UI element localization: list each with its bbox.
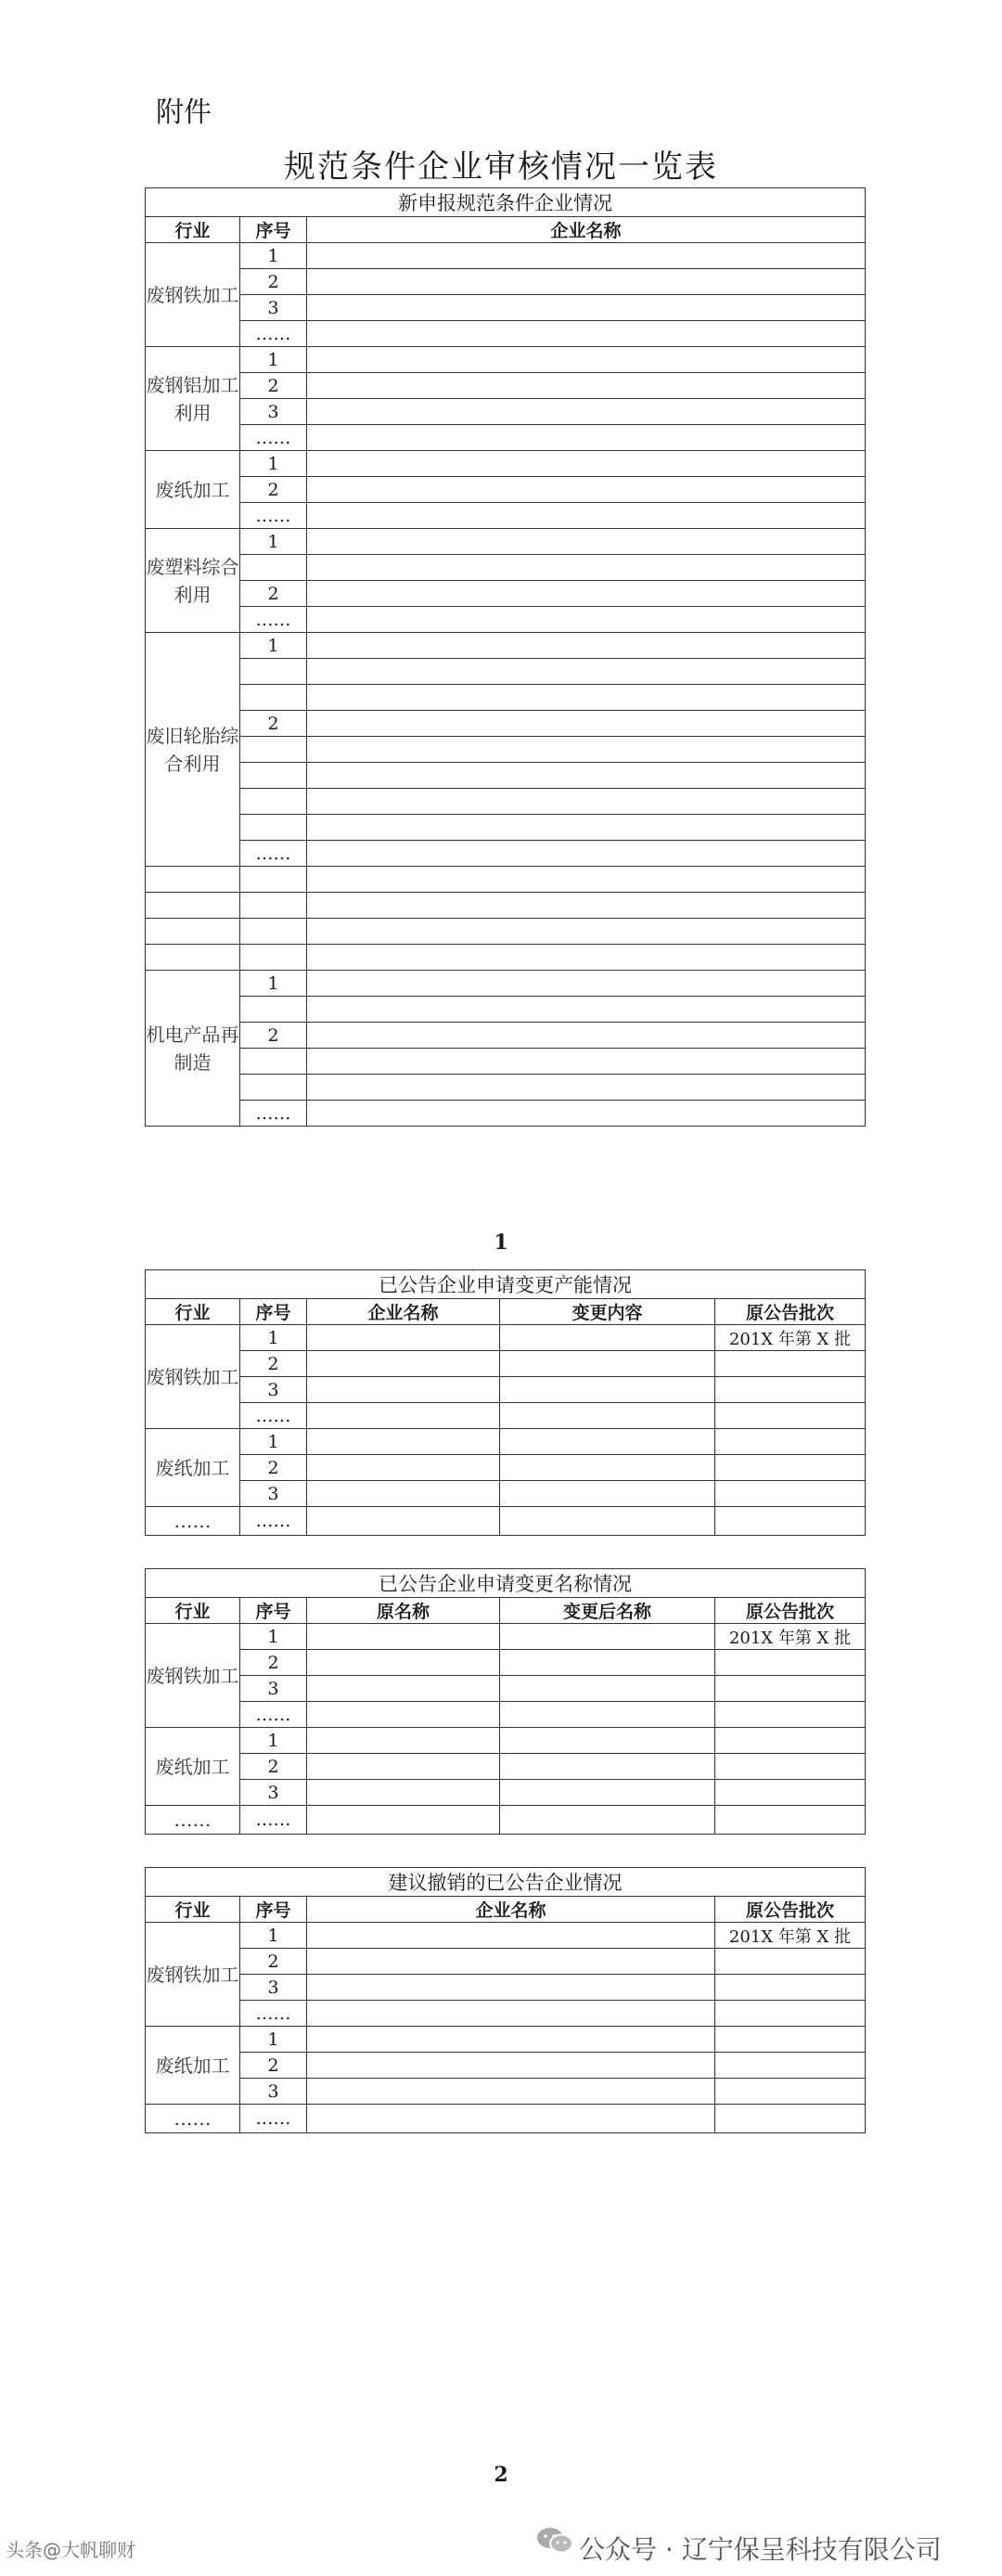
data-cell bbox=[307, 269, 866, 295]
data-cell bbox=[307, 529, 866, 555]
table-row bbox=[146, 1455, 866, 1481]
table-row bbox=[146, 373, 866, 399]
table-row bbox=[146, 841, 866, 867]
data-cell bbox=[307, 1351, 500, 1377]
industry-cell: 废纸加工 bbox=[146, 2027, 240, 2105]
seq-cell: …… bbox=[240, 503, 307, 529]
table-row bbox=[146, 1377, 866, 1403]
table-row bbox=[146, 607, 866, 633]
data-cell bbox=[307, 581, 866, 607]
table-row bbox=[146, 1023, 866, 1049]
industry-cell: 废钢铝加工利用 bbox=[146, 347, 240, 451]
data-cell bbox=[307, 1507, 500, 1536]
data-cell bbox=[307, 867, 866, 893]
data-cell bbox=[715, 1780, 866, 1806]
data-cell bbox=[307, 841, 866, 867]
data-cell bbox=[307, 1780, 500, 1806]
data-cell bbox=[715, 2027, 866, 2053]
industry-cell bbox=[146, 919, 240, 945]
wechat-icon bbox=[534, 2526, 575, 2556]
seq-cell: 3 bbox=[240, 1676, 307, 1702]
data-cell bbox=[715, 1728, 866, 1754]
industry-cell: 废纸加工 bbox=[146, 1728, 240, 1806]
table-row bbox=[146, 893, 866, 919]
data-cell bbox=[500, 1702, 715, 1728]
data-cell bbox=[500, 1754, 715, 1780]
table-row bbox=[146, 1101, 866, 1127]
table-row bbox=[146, 633, 866, 659]
column-header: 企业名称 bbox=[307, 217, 866, 243]
seq-cell: 3 bbox=[240, 1975, 307, 2001]
watermark-left: 头条@大帆聊财 bbox=[6, 2539, 135, 2561]
data-cell bbox=[307, 2053, 715, 2079]
data-cell bbox=[307, 1481, 500, 1507]
data-cell bbox=[307, 633, 866, 659]
data-cell bbox=[715, 1650, 866, 1676]
seq-cell: …… bbox=[240, 321, 307, 347]
industry-cell: 废塑料综合利用 bbox=[146, 529, 240, 633]
seq-cell: 3 bbox=[240, 399, 307, 425]
seq-cell: …… bbox=[240, 2105, 307, 2133]
data-cell bbox=[500, 1806, 715, 1835]
data-cell bbox=[307, 1455, 500, 1481]
industry-cell: 废钢铁加工 bbox=[146, 243, 240, 347]
table-row bbox=[146, 399, 866, 425]
data-cell bbox=[307, 1075, 866, 1101]
seq-cell: …… bbox=[240, 1101, 307, 1127]
data-cell bbox=[307, 1377, 500, 1403]
table-row bbox=[146, 1403, 866, 1429]
table-row bbox=[146, 685, 866, 711]
data-cell bbox=[307, 815, 866, 841]
column-header: 原名称 bbox=[307, 1598, 500, 1624]
revocation-table bbox=[145, 1867, 866, 2133]
seq-cell: 3 bbox=[240, 1481, 307, 1507]
industry-cell: …… bbox=[146, 1507, 240, 1536]
column-header: 序号 bbox=[240, 1299, 307, 1325]
data-cell bbox=[500, 1728, 715, 1754]
table-row bbox=[146, 555, 866, 581]
seq-cell: 1 bbox=[240, 2027, 307, 2053]
industry-cell: 废纸加工 bbox=[146, 1429, 240, 1507]
seq-cell: 1 bbox=[240, 1923, 307, 1949]
data-cell bbox=[500, 1624, 715, 1650]
data-cell bbox=[715, 1429, 866, 1455]
seq-cell bbox=[240, 1049, 307, 1075]
data-cell bbox=[307, 1949, 715, 1975]
column-header: 序号 bbox=[240, 1897, 307, 1923]
table-caption: 已公告企业申请变更产能情况 bbox=[146, 1270, 866, 1299]
table-row bbox=[146, 451, 866, 477]
seq-cell bbox=[240, 945, 307, 971]
attachment-label: 附件 bbox=[156, 97, 212, 129]
data-cell bbox=[307, 425, 866, 451]
table-row bbox=[146, 2027, 866, 2053]
data-cell bbox=[307, 971, 866, 997]
data-cell bbox=[715, 1455, 866, 1481]
table-row bbox=[146, 529, 866, 555]
table-row bbox=[146, 269, 866, 295]
data-cell bbox=[307, 373, 866, 399]
data-cell bbox=[307, 1101, 866, 1127]
data-cell bbox=[500, 1351, 715, 1377]
table-row bbox=[146, 1481, 866, 1507]
page-number-1: 1 bbox=[494, 1230, 508, 1255]
seq-cell bbox=[240, 893, 307, 919]
industry-cell bbox=[146, 893, 240, 919]
table-row bbox=[146, 295, 866, 321]
seq-cell: 1 bbox=[240, 243, 307, 269]
data-cell bbox=[307, 1650, 500, 1676]
data-cell bbox=[715, 2079, 866, 2105]
data-cell bbox=[307, 1676, 500, 1702]
table-row bbox=[146, 737, 866, 763]
data-cell bbox=[307, 2027, 715, 2053]
batch-cell: 201X 年第 X 批 bbox=[715, 1923, 866, 1949]
seq-cell: …… bbox=[240, 1806, 307, 1835]
data-cell bbox=[715, 2001, 866, 2027]
table-row bbox=[146, 1075, 866, 1101]
data-cell bbox=[307, 1728, 500, 1754]
data-cell bbox=[500, 1481, 715, 1507]
data-cell bbox=[307, 893, 866, 919]
seq-cell: 1 bbox=[240, 451, 307, 477]
data-cell bbox=[307, 2079, 715, 2105]
data-cell bbox=[715, 1702, 866, 1728]
table-row bbox=[146, 815, 866, 841]
table-caption: 建议撤销的已公告企业情况 bbox=[146, 1868, 866, 1897]
seq-cell bbox=[240, 1075, 307, 1101]
table-row bbox=[146, 1728, 866, 1754]
column-header: 行业 bbox=[146, 217, 240, 243]
data-cell bbox=[500, 1650, 715, 1676]
data-cell bbox=[715, 1975, 866, 2001]
industry-cell: 废钢铁加工 bbox=[146, 1923, 240, 2027]
table-row bbox=[146, 1351, 866, 1377]
seq-cell: …… bbox=[240, 2001, 307, 2027]
seq-cell bbox=[240, 555, 307, 581]
data-cell bbox=[715, 1481, 866, 1507]
data-cell bbox=[307, 321, 866, 347]
table-row bbox=[146, 2053, 866, 2079]
table-row bbox=[146, 1754, 866, 1780]
seq-cell: 3 bbox=[240, 2079, 307, 2105]
data-cell bbox=[715, 1507, 866, 1536]
data-cell bbox=[307, 1806, 500, 1835]
table-row bbox=[146, 867, 866, 893]
table-row bbox=[146, 1676, 866, 1702]
table-row bbox=[146, 945, 866, 971]
table-row bbox=[146, 1949, 866, 1975]
industry-cell bbox=[146, 945, 240, 971]
data-cell bbox=[307, 737, 866, 763]
seq-cell: 1 bbox=[240, 1325, 307, 1351]
seq-cell: 2 bbox=[240, 1351, 307, 1377]
industry-cell: 废纸加工 bbox=[146, 451, 240, 529]
seq-cell: 3 bbox=[240, 1780, 307, 1806]
table-row bbox=[146, 971, 866, 997]
data-cell bbox=[307, 1754, 500, 1780]
data-cell bbox=[307, 945, 866, 971]
data-cell bbox=[307, 763, 866, 789]
seq-cell: …… bbox=[240, 841, 307, 867]
data-cell bbox=[500, 1507, 715, 1536]
data-cell bbox=[307, 711, 866, 737]
data-cell bbox=[500, 1429, 715, 1455]
data-cell bbox=[307, 2105, 715, 2133]
seq-cell: 2 bbox=[240, 477, 307, 503]
data-cell bbox=[307, 477, 866, 503]
data-cell bbox=[307, 1702, 500, 1728]
data-cell bbox=[307, 1429, 500, 1455]
seq-cell bbox=[240, 737, 307, 763]
data-cell bbox=[307, 1923, 715, 1949]
data-cell bbox=[715, 1377, 866, 1403]
column-header: 原公告批次 bbox=[715, 1897, 866, 1923]
data-cell bbox=[715, 1806, 866, 1835]
data-cell bbox=[307, 1049, 866, 1075]
data-cell bbox=[307, 451, 866, 477]
table-row bbox=[146, 1325, 866, 1351]
data-cell bbox=[307, 399, 866, 425]
seq-cell: 3 bbox=[240, 295, 307, 321]
data-cell bbox=[307, 555, 866, 581]
data-cell bbox=[307, 607, 866, 633]
seq-cell: 2 bbox=[240, 581, 307, 607]
seq-cell: 1 bbox=[240, 1728, 307, 1754]
seq-cell bbox=[240, 789, 307, 815]
industry-cell: …… bbox=[146, 2105, 240, 2133]
seq-cell: 2 bbox=[240, 1023, 307, 1049]
column-header: 行业 bbox=[146, 1299, 240, 1325]
page-number-2: 2 bbox=[494, 2463, 508, 2487]
seq-cell bbox=[240, 997, 307, 1023]
column-header: 序号 bbox=[240, 217, 307, 243]
table-row bbox=[146, 243, 866, 269]
seq-cell bbox=[240, 685, 307, 711]
table-row bbox=[146, 2105, 866, 2133]
data-cell bbox=[500, 1676, 715, 1702]
table-row bbox=[146, 1975, 866, 2001]
column-header: 序号 bbox=[240, 1598, 307, 1624]
table-row bbox=[146, 2001, 866, 2027]
table-row bbox=[146, 1702, 866, 1728]
table-caption: 已公告企业申请变更名称情况 bbox=[146, 1569, 866, 1598]
column-header: 企业名称 bbox=[307, 1897, 715, 1923]
data-cell bbox=[307, 295, 866, 321]
seq-cell: 3 bbox=[240, 1377, 307, 1403]
seq-cell: 2 bbox=[240, 1455, 307, 1481]
table-caption: 新申报规范条件企业情况 bbox=[146, 188, 866, 217]
seq-cell bbox=[240, 659, 307, 685]
page-title: 规范条件企业审核情况一览表 bbox=[284, 148, 718, 186]
seq-cell: 1 bbox=[240, 1624, 307, 1650]
table-row bbox=[146, 1923, 866, 1949]
data-cell bbox=[715, 1676, 866, 1702]
data-cell bbox=[307, 1325, 500, 1351]
seq-cell: 2 bbox=[240, 2053, 307, 2079]
data-cell bbox=[307, 685, 866, 711]
seq-cell: 1 bbox=[240, 347, 307, 373]
table-row bbox=[146, 1049, 866, 1075]
data-cell bbox=[307, 1023, 866, 1049]
data-cell bbox=[307, 503, 866, 529]
table-row bbox=[146, 1780, 866, 1806]
seq-cell bbox=[240, 867, 307, 893]
seq-cell bbox=[240, 763, 307, 789]
data-cell bbox=[500, 1377, 715, 1403]
industry-cell bbox=[146, 867, 240, 893]
data-cell bbox=[307, 2001, 715, 2027]
batch-cell: 201X 年第 X 批 bbox=[715, 1325, 866, 1351]
industry-cell: …… bbox=[146, 1806, 240, 1835]
column-header: 行业 bbox=[146, 1598, 240, 1624]
table-row bbox=[146, 321, 866, 347]
seq-cell: 1 bbox=[240, 971, 307, 997]
seq-cell: 1 bbox=[240, 529, 307, 555]
seq-cell bbox=[240, 919, 307, 945]
seq-cell: …… bbox=[240, 1702, 307, 1728]
data-cell bbox=[307, 919, 866, 945]
column-header: 变更后名称 bbox=[500, 1598, 715, 1624]
industry-cell: 废钢铁加工 bbox=[146, 1325, 240, 1429]
batch-cell: 201X 年第 X 批 bbox=[715, 1624, 866, 1650]
seq-cell: …… bbox=[240, 1403, 307, 1429]
data-cell bbox=[715, 1949, 866, 1975]
data-cell bbox=[307, 1403, 500, 1429]
data-cell bbox=[715, 1754, 866, 1780]
table-row bbox=[146, 1624, 866, 1650]
table-row bbox=[146, 1429, 866, 1455]
name-change-table bbox=[145, 1568, 866, 1835]
seq-cell: …… bbox=[240, 1507, 307, 1536]
seq-cell: …… bbox=[240, 607, 307, 633]
column-header: 企业名称 bbox=[307, 1299, 500, 1325]
data-cell bbox=[500, 1455, 715, 1481]
data-cell bbox=[715, 1403, 866, 1429]
data-cell bbox=[715, 2053, 866, 2079]
table-row bbox=[146, 711, 866, 737]
industry-cell: 废钢铁加工 bbox=[146, 1624, 240, 1728]
industry-cell: 废旧轮胎综合利用 bbox=[146, 633, 240, 867]
table-row bbox=[146, 1507, 866, 1536]
table-row bbox=[146, 425, 866, 451]
data-cell bbox=[307, 1624, 500, 1650]
data-cell bbox=[500, 1780, 715, 1806]
seq-cell: 1 bbox=[240, 633, 307, 659]
table-row bbox=[146, 659, 866, 685]
seq-cell: …… bbox=[240, 425, 307, 451]
column-header: 原公告批次 bbox=[715, 1598, 866, 1624]
table-row bbox=[146, 997, 866, 1023]
data-cell bbox=[307, 347, 866, 373]
data-cell bbox=[307, 659, 866, 685]
column-header: 原公告批次 bbox=[715, 1299, 866, 1325]
seq-cell: 2 bbox=[240, 269, 307, 295]
data-cell bbox=[307, 243, 866, 269]
data-cell bbox=[715, 1351, 866, 1377]
seq-cell: 2 bbox=[240, 373, 307, 399]
capacity-change-table bbox=[145, 1269, 866, 1536]
table-row bbox=[146, 477, 866, 503]
table-row bbox=[146, 763, 866, 789]
seq-cell: 2 bbox=[240, 1949, 307, 1975]
seq-cell: 1 bbox=[240, 1429, 307, 1455]
seq-cell: 2 bbox=[240, 711, 307, 737]
data-cell bbox=[715, 2105, 866, 2133]
seq-cell: 2 bbox=[240, 1754, 307, 1780]
data-cell bbox=[307, 997, 866, 1023]
data-cell bbox=[307, 789, 866, 815]
column-header: 变更内容 bbox=[500, 1299, 715, 1325]
table-row bbox=[146, 503, 866, 529]
data-cell bbox=[500, 1325, 715, 1351]
table-row bbox=[146, 919, 866, 945]
seq-cell bbox=[240, 815, 307, 841]
watermark-right: 公众号 · 辽宁保呈科技有限公司 bbox=[579, 2534, 942, 2565]
data-cell bbox=[500, 1403, 715, 1429]
data-cell bbox=[307, 1975, 715, 2001]
industry-cell: 机电产品再制造 bbox=[146, 971, 240, 1127]
table-row bbox=[146, 1806, 866, 1835]
table-row bbox=[146, 1650, 866, 1676]
table-row bbox=[146, 347, 866, 373]
seq-cell: 2 bbox=[240, 1650, 307, 1676]
table-row bbox=[146, 789, 866, 815]
table-row bbox=[146, 581, 866, 607]
new-applications-table bbox=[145, 187, 866, 1127]
column-header: 行业 bbox=[146, 1897, 240, 1923]
table-row bbox=[146, 2079, 866, 2105]
